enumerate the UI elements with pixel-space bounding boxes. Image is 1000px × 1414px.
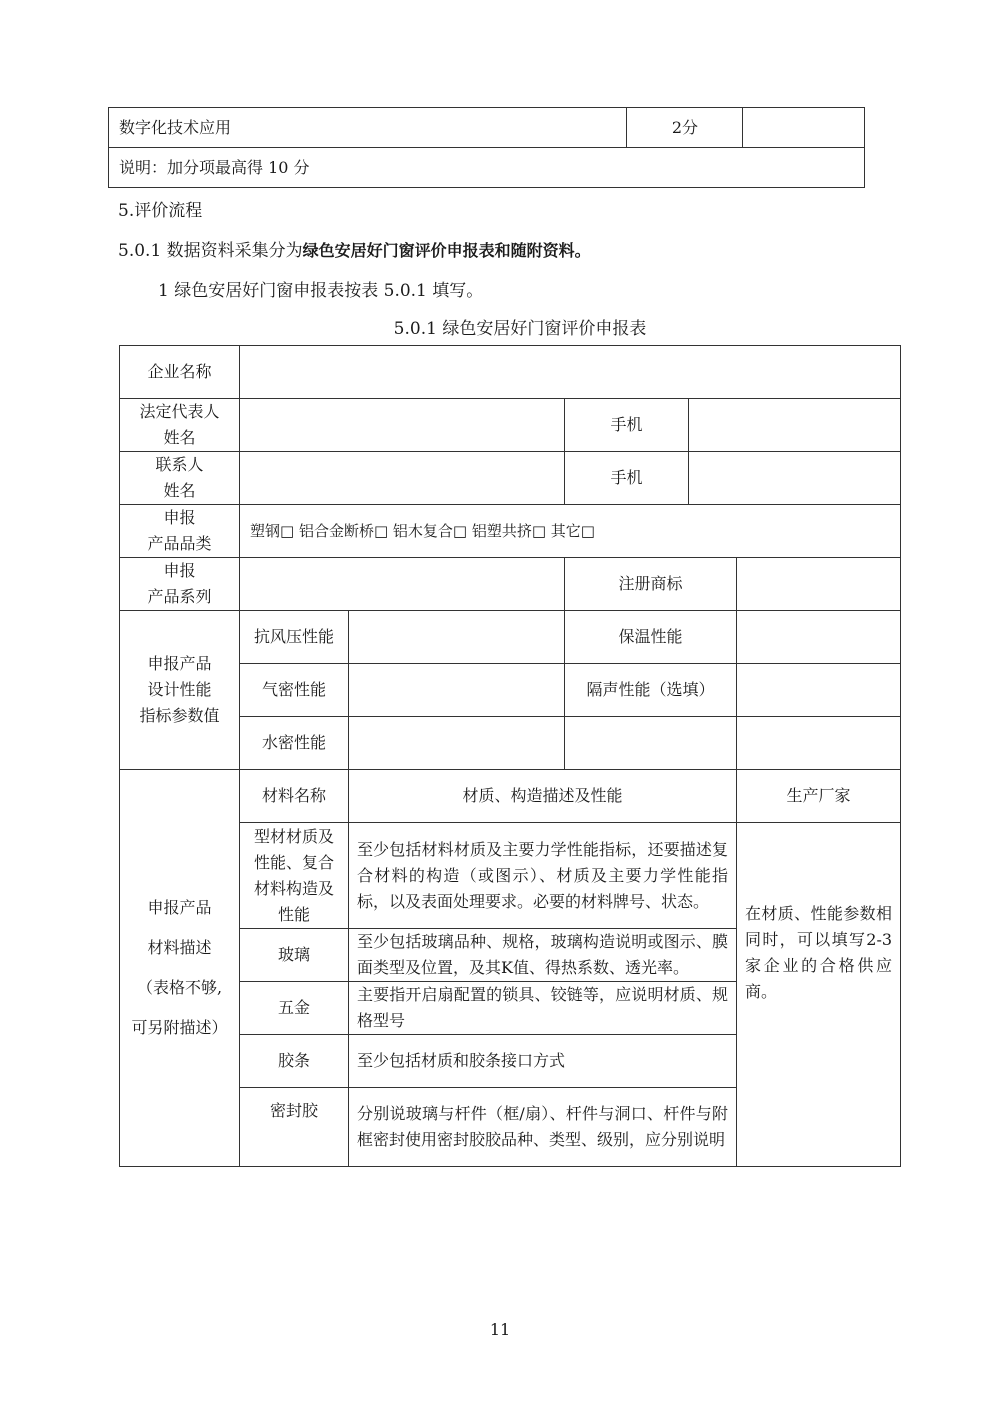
air-tightness-label: 气密性能 [240,664,349,717]
water-tightness-extra-field-2[interactable] [737,717,901,770]
sound-insulation-label: 隔声性能（选填） [565,664,737,717]
material-hardware-desc: 主要指开启扇配置的锁具、铰链等，应说明材质、规格型号 [349,982,737,1035]
material-profile-desc: 至少包括材料材质及主要力学性能指标，还要描述复合材料的构造（或图示）、材质及主要力学性能指标，以及表面处理要求。必要的材料牌号、状态。 [349,823,737,929]
wind-pressure-label: 抗风压性能 [240,611,349,664]
bonus-note: 说明：加分项最高得 10 分 [109,148,865,188]
material-glass-desc: 至少包括玻璃品种、规格，玻璃构造说明或图示、膜面类型及位置，及其K值、得热系数、透光率。 [349,929,737,982]
material-strip-name: 胶条 [240,1035,349,1088]
material-strip-desc: 至少包括材质和胶条接口方式 [349,1035,737,1088]
manufacturer-note: 在材质、性能参数相同时，可以填写2-3家企业的合格供应商。 [737,823,901,1167]
col-material-name: 材料名称 [240,770,349,823]
design-perf-label: 申报产品 设计性能 指标参数值 [120,611,240,770]
contact-phone-field[interactable] [689,452,901,505]
insulation-field[interactable] [737,611,901,664]
legal-rep-label: 法定代表人 姓名 [120,399,240,452]
page-number: 11 [489,1320,511,1339]
wind-pressure-field[interactable] [349,611,565,664]
scoring-table-tail [108,107,865,188]
water-tightness-label: 水密性能 [240,717,349,770]
category-label: 申报 产品品类 [120,505,240,558]
insulation-label: 保温性能 [565,611,737,664]
material-section-label: 申报产品 材料描述 （表格不够, 可另附描述） [120,770,240,1167]
col-manufacturer: 生产厂家 [737,770,901,823]
legal-rep-phone-label: 手机 [565,399,689,452]
water-tightness-extra-field[interactable] [565,717,737,770]
material-glass-name: 玻璃 [240,929,349,982]
company-name-label: 企业名称 [120,346,240,399]
item-score: 2分 [627,108,743,148]
section-heading: 5.评价流程 [118,201,203,221]
air-tightness-field[interactable] [349,664,565,717]
series-field[interactable] [240,558,565,611]
trademark-field[interactable] [737,558,901,611]
material-hardware-name: 五金 [240,982,349,1035]
contact-field[interactable] [240,452,565,505]
material-profile-name: 型材材质及 性能、复合 材料构造及 性能 [240,823,349,929]
material-sealant-desc: 分别说玻璃与杆件（框/扇）、杆件与洞口、杆件与附框密封使用密封胶胶品种、类型、级别，应分别说明 [349,1088,737,1167]
category-options[interactable]: 塑钢□ 铝合金断桥□ 铝木复合□ 铝塑共挤□ 其它□ [240,505,901,558]
trademark-label: 注册商标 [565,558,737,611]
company-name-field[interactable] [240,346,901,399]
legal-rep-phone-field[interactable] [689,399,901,452]
item-blank-cell [743,108,865,148]
clause-501-item-1: 1 绿色安居好门窗申报表按表 5.0.1 填写。 [158,281,484,301]
series-label: 申报 产品系列 [120,558,240,611]
item-digital-tech: 数字化技术应用 [109,108,627,148]
col-description: 材质、构造描述及性能 [349,770,737,823]
contact-phone-label: 手机 [565,452,689,505]
application-form-table [119,345,901,1167]
sound-insulation-field[interactable] [737,664,901,717]
legal-rep-field[interactable] [240,399,565,452]
contact-label: 联系人 姓名 [120,452,240,505]
water-tightness-field[interactable] [349,717,565,770]
material-sealant-name: 密封胶 [240,1088,349,1167]
clause-501-bold: 绿色安居好门窗评价申报表和随附资料。 [302,241,591,260]
clause-501 [118,236,591,261]
form-caption: 5.0.1 绿色安居好门窗评价申报表 [393,319,647,339]
clause-501-prefix: 5.0.1 数据资料采集分为 [118,241,303,261]
